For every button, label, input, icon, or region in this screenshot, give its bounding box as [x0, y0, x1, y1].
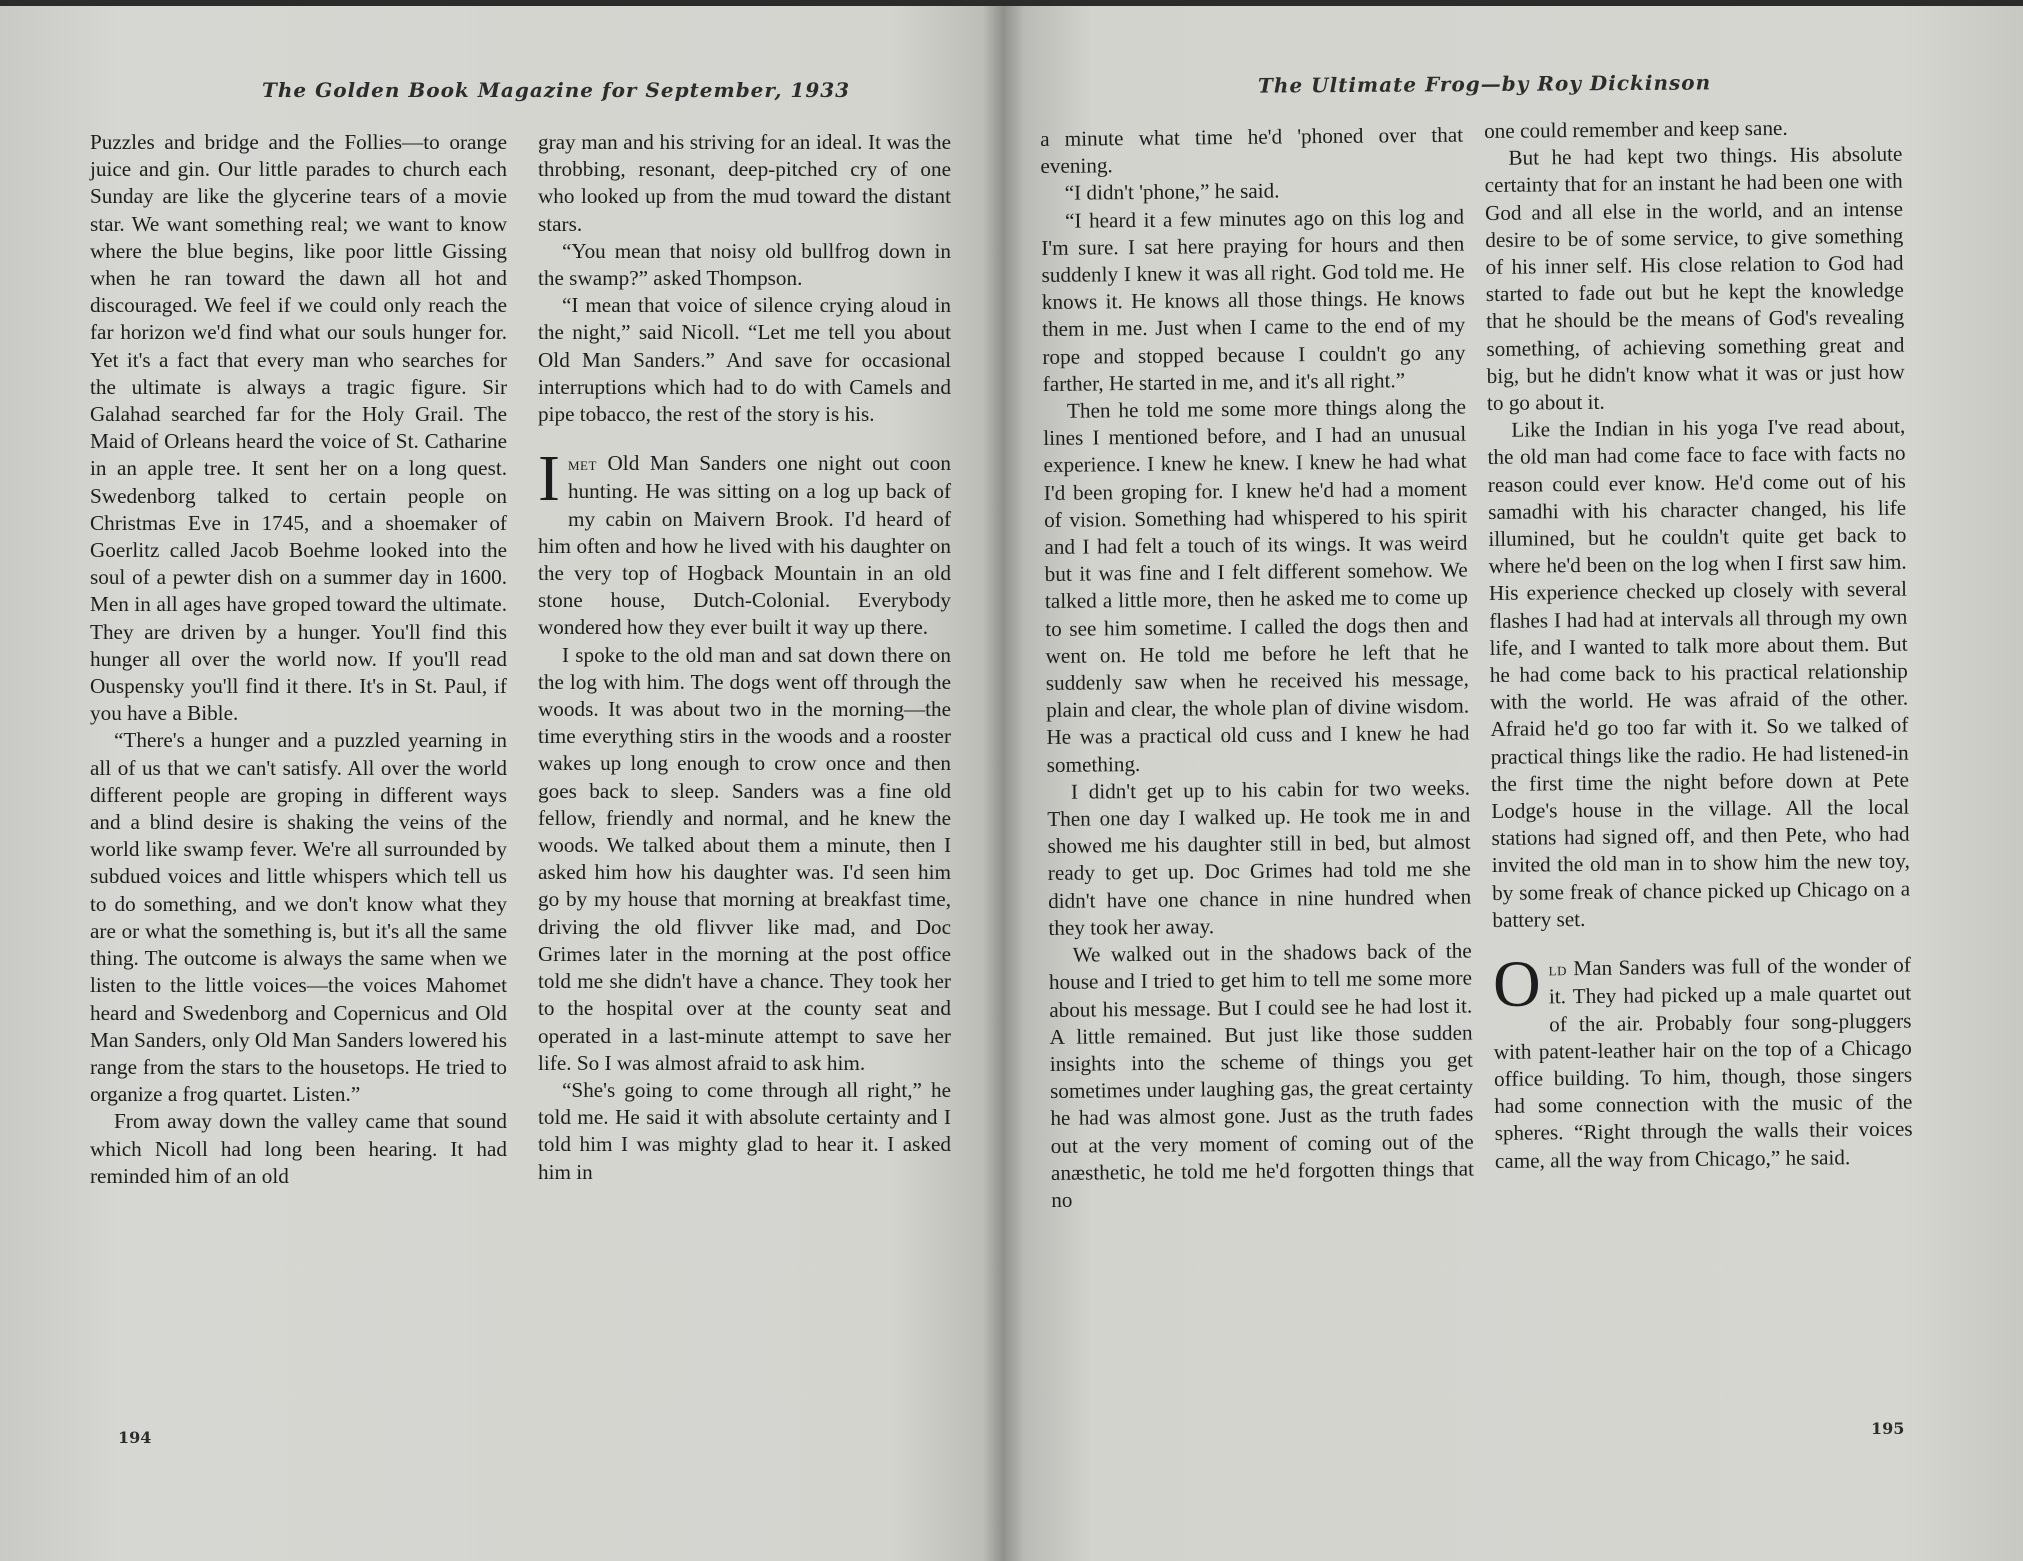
paragraph: “There's a hunger and a puzzled yearning in all of us that we can't satisfy. All over the world different people are groping in different ways and a blind desire is shaking the veins of the world like swamp fever. We're all surrounded by subdued voices and little whispers which tell us to do something, and we don't know what they are or what the something is, but it's all the same thing. The outcome is always the same when we listen to the little voices—the voices Mahomet heard and Swedenborg and Copernicus and Old Man Sanders, only Old Man Sanders lowered his range from the stars to the housetops. He tried to organize a frog quartet. Listen.” [90, 728, 507, 1107]
left-column-1 [90, 129, 507, 1190]
paragraph: Puzzles and bridge and the Follies—to orange juice and gin. Our little parades to church each Sunday are like the glycerine tears of a movie star. We want something real; we want to know where the blue begins, like poor little Gissing when he ran toward the dawn all hot and discouraged. We feel if we could only reach the far horizon we'd find what our souls hunger for. Yet it's a fact that every man who searches for the ultimate is always a tragic figure. Sir Galahad searched far for the Holy Grail. The Maid of Orleans heard the voice of St. Catharine in an apple tree. It sent her on a long quest. Swedenborg talked to certain people on Christmas Eve in 1745, and a shoemaker of Goerlitz called Jacob Boehme looked into the soul of a pewter dish on a summer day in 1600. Men in all ages have groped toward the ultimate. They are driven by a hunger. You'll find this hunger all over the world now. If you'll read Ouspensky you'll find it there. It's in St. Paul, if you have a Bible. [90, 130, 507, 726]
magazine-spread [0, 6, 2023, 1561]
paragraph: But he had kept two things. His absolute certainty that for an instant he had been one with God and all else in the world, and an intense desire to be of some service, to give something of his inner self. His close relation to God had started to fade out but he kept the knowledge that he should be the means of God's revealing something, of achieving something great and big, but he didn't know what it was or just how to go about it. [1484, 141, 1905, 416]
section-opening-paragraph [538, 442, 951, 641]
paragraph: “She's going to come through all right,” he told me. He said it with absolute certainty and I told him I was mighty glad to hear it. I asked him in [538, 1077, 951, 1184]
paragraph: a minute what time he'd 'phoned over that evening. [1040, 122, 1464, 179]
paragraph-text: Old Man Sanders one night out coon hunting. He was sitting on a log up back of my cabin on Maivern Brook. I'd heard of him often and how he lived with his daughter on the very top of Hogback Mountain in an old stone house, Dutch-Colonial. Everybody wondered how they ever built it way up there. [538, 451, 951, 640]
page-number: 194 [118, 1428, 152, 1447]
right-column-2 [1484, 114, 1913, 1175]
paragraph: From away down the valley came that sound which Nicoll had long been hearing. It had reminded him of an old [90, 1109, 507, 1188]
left-column-2 [538, 129, 951, 1186]
paragraph: We walked out in the shadows back of the house and I tried to get him to tell me some more about his message. But I could see he had lost it. A little remained. But just like those sudden insights into the scheme of things you get sometimes under laughing gas, the great certainty he had was almost gone. Just as the truth fades out at the very moment of coming out of the anæsthetic, he told me he'd forgotten things that no [1048, 938, 1475, 1212]
right-column-1 [1040, 122, 1474, 1214]
paragraph: “I didn't 'phone,” he said. [1064, 178, 1280, 206]
paragraph: “I heard it a few minutes ago on this log and I'm sure. I sat here praying for hours and then suddenly I knew it was all right. God told me. He knows it. He knows all those things. He knows them in me. Just when I came to the end of my rope and stopped because I couldn't go any farther, He started in me, and it's all right.” [1041, 204, 1466, 396]
paragraph: Like the Indian in his yoga I've read about, the old man had come face to face with facts no reason could ever know. He'd come out of his samadhi with his character changed, his life illumined, but he couldn't quite get back to where he'd been on the log when I first saw him. His experience checked up closely with several flashes I had had at intervals all through my own life, and I wanted to talk more about them. But he had come back to his practical relationship with the world. He was afraid of the other. Afraid he'd go too far with it. So we talked of practical things like the radio. He had listened-in the first time the night before down at Pete Lodge's house in the village. All the local stations had signed off, and then Pete, who had invited the old man in to show him the new toy, by some freak of chance picked up Chicago on a battery set. [1487, 413, 1911, 932]
paragraph: one could remember and keep sane. [1484, 115, 1788, 143]
right-page [995, 6, 2023, 1561]
paragraph: I didn't get up to his cabin for two weeks. Then one day I walked up. He took me in and showed me his daughter still in bed, but almost ready to get up. Doc Grimes had told me she didn't have one chance in nine hundred when they took her away. [1047, 775, 1472, 940]
paragraph: gray man and his striving for an ideal. It was the throbbing, resonant, deep-pitched cry of one who looked up from the mud toward the distant stars. [538, 130, 951, 236]
paragraph: Then he told me some more things along the lines I mentioned before, and I had an unusual experience. I knew he knew. I knew he had what I'd been groping for. I knew he'd had a moment of vision. Something had whispered to his spirit and I had felt a touch of its wings. It was weird but it was fine and I felt different somehow. We talked a little more, then he asked me to come up to see him sometime. I called the dogs then and went on. He told me before he left that he suddenly saw when he received his message, plain and clear, the whole plan of divine wisdom. He was a practical old cuss and I knew he had something. [1043, 394, 1470, 777]
left-page [0, 6, 995, 1561]
paragraph: “I mean that voice of silence crying aloud in the night,” said Nicoll. “Let me tell you about Old Man Sanders.” And save for occasional interruptions which had to do with Camels and pipe tobacco, the rest of the story is his. [538, 293, 951, 427]
running-head: The Golden Book Magazine for September, 1933 [262, 78, 851, 102]
paragraph-text: Man Sanders was full of the wonder of it. They had picked up a male quartet out of the air. Probably four song-pluggers with patent-leather hair on the top of a Chicago office building. To him, though, those singers had some connection with the music of the spheres. “Right through the walls their voices came, all the way from Chicago,” he said. [1493, 952, 1913, 1173]
section-opening-paragraph [1492, 947, 1913, 1175]
drop-cap: I [538, 442, 560, 516]
small-caps-lead: met [567, 454, 597, 475]
small-caps-lead: ld [1548, 959, 1568, 980]
drop-cap: O [1492, 947, 1542, 1022]
running-head: The Ultimate Frog—by Roy Dickinson [1257, 70, 1712, 98]
page-number: 195 [1871, 1419, 1905, 1438]
paragraph: “You mean that noisy old bullfrog down in the swamp?” asked Thompson. [538, 238, 951, 291]
paragraph: I spoke to the old man and sat down there on the log with him. The dogs went off through the woods. It was about two in the morning—the time everything stirs in the woods and a rooster wakes up long enough to crow once and then goes back to sleep. Sanders was a fine old fellow, friendly and normal, and he knew the woods. We talked about them a minute, then I asked him how his daughter was. I'd seen him go by my house that morning at breakfast time, driving the old flivver like mad, and Doc Grimes later in the morning at the post office told me she didn't have a chance. They took her to the hospital over at the county seat and operated in a last-minute attempt to save her life. So I was almost afraid to ask him. [538, 642, 951, 1075]
